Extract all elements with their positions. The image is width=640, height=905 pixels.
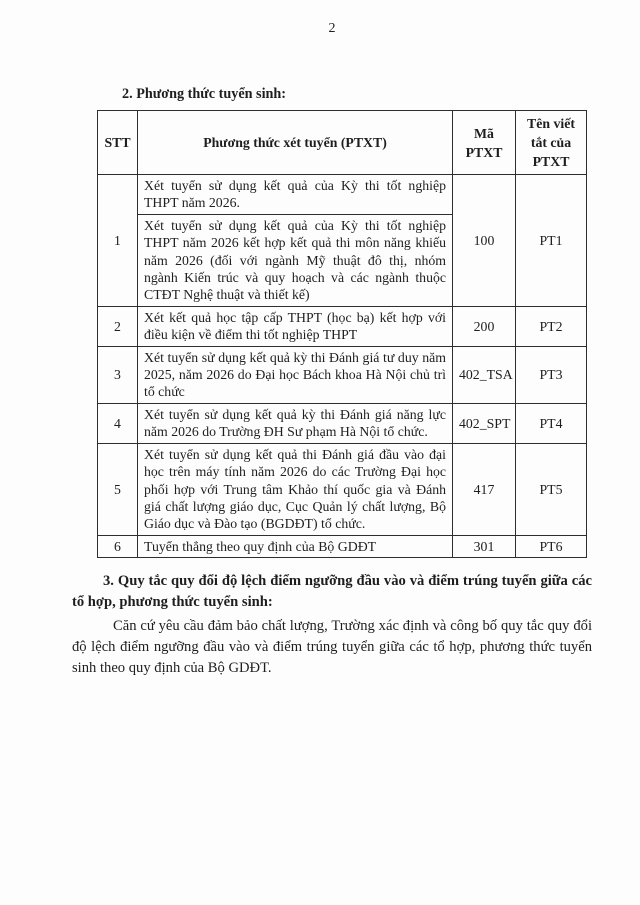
column-header-code: Mã PTXT	[453, 111, 516, 175]
table-row	[98, 346, 587, 403]
table-body	[98, 175, 587, 558]
cell-method-description: Xét tuyển sử dụng kết quả của Kỳ thi tốt nghiệp THPT năm 2026 kết hợp kết quả thi môn năng khiếu năm 2026 (đối với ngành Mỹ thuật đô thị, nhóm ngành Kiến trúc và quy hoạch và các ngành thuộc CTĐT Nghệ thuật và thiết kế)	[138, 214, 453, 306]
table-header	[98, 111, 587, 175]
cell-stt: 3	[98, 346, 138, 403]
section-3-paragraph: Căn cứ yêu cầu đảm bảo chất lượng, Trường xác định và công bố quy tắc quy đổi độ lệch điểm ngưỡng đầu vào và điểm trúng tuyển giữa các tổ hợp, phương thức tuyển sinh theo quy định của Bộ GDĐT.	[72, 618, 592, 676]
cell-stt: 5	[98, 443, 138, 535]
cell-stt: 1	[98, 175, 138, 307]
cell-code: 402_TSA	[453, 346, 516, 403]
cell-abbr: PT5	[516, 443, 587, 535]
column-header-abbr: Tên viết tắt của PTXT	[516, 111, 587, 175]
cell-method-description: Xét tuyển sử dụng kết quả của Kỳ thi tốt nghiệp THPT năm 2026.	[138, 175, 453, 215]
admission-methods-table	[97, 110, 587, 558]
table-header-row	[98, 111, 587, 175]
column-header-method: Phương thức xét tuyển (PTXT)	[138, 111, 453, 175]
cell-method-description: Tuyển thẳng theo quy định của Bộ GDĐT	[138, 535, 453, 557]
cell-code: 100	[453, 175, 516, 307]
table-row	[98, 443, 587, 535]
table-row	[98, 175, 587, 215]
table-row	[98, 403, 587, 443]
table-row	[98, 306, 587, 346]
cell-code: 417	[453, 443, 516, 535]
cell-method-description: Xét tuyển sử dụng kết quả kỳ thi Đánh giá năng lực năm 2026 do Trường ĐH Sư phạm Hà Nội tổ chức.	[138, 403, 453, 443]
cell-abbr: PT2	[516, 306, 587, 346]
cell-abbr: PT4	[516, 403, 587, 443]
cell-method-description: Xét tuyển sử dụng kết quả thi Đánh giá đầu vào đại học trên máy tính năm 2026 do các Trường Đại học phối hợp với Trung tâm Khảo thí quốc gia và Đánh giá chất lượng giáo dục, Cục Quản lý chất lượng, Bộ Giáo dục và Đào tạo (BGDĐT) tổ chức.	[138, 443, 453, 535]
cell-stt: 4	[98, 403, 138, 443]
cell-code: 200	[453, 306, 516, 346]
cell-abbr: PT1	[516, 175, 587, 307]
section-2-heading: 2. Phương thức tuyển sinh:	[122, 86, 287, 102]
cell-method-description: Xét tuyển sử dụng kết quả kỳ thi Đánh giá tư duy năm 2025, năm 2026 do Đại học Bách khoa Hà Nội chủ trì tổ chức	[138, 346, 453, 403]
cell-method-description: Xét kết quả học tập cấp THPT (học bạ) kết hợp với điều kiện về điểm thi tốt nghiệp THPT	[138, 306, 453, 346]
cell-stt: 6	[98, 535, 138, 557]
page-content	[72, 0, 592, 679]
cell-abbr: PT6	[516, 535, 587, 557]
cell-abbr: PT3	[516, 346, 587, 403]
cell-code: 402_SPT	[453, 403, 516, 443]
section-3-heading: 3. Quy tắc quy đổi độ lệch điểm ngưỡng đầu vào và điểm trúng tuyển giữa các tổ hợp, phương thức tuyển sinh:	[72, 573, 592, 611]
column-header-stt: STT	[98, 111, 138, 175]
cell-stt: 2	[98, 306, 138, 346]
page-number: 2	[328, 21, 336, 36]
table-row	[98, 535, 587, 557]
cell-code: 301	[453, 535, 516, 557]
